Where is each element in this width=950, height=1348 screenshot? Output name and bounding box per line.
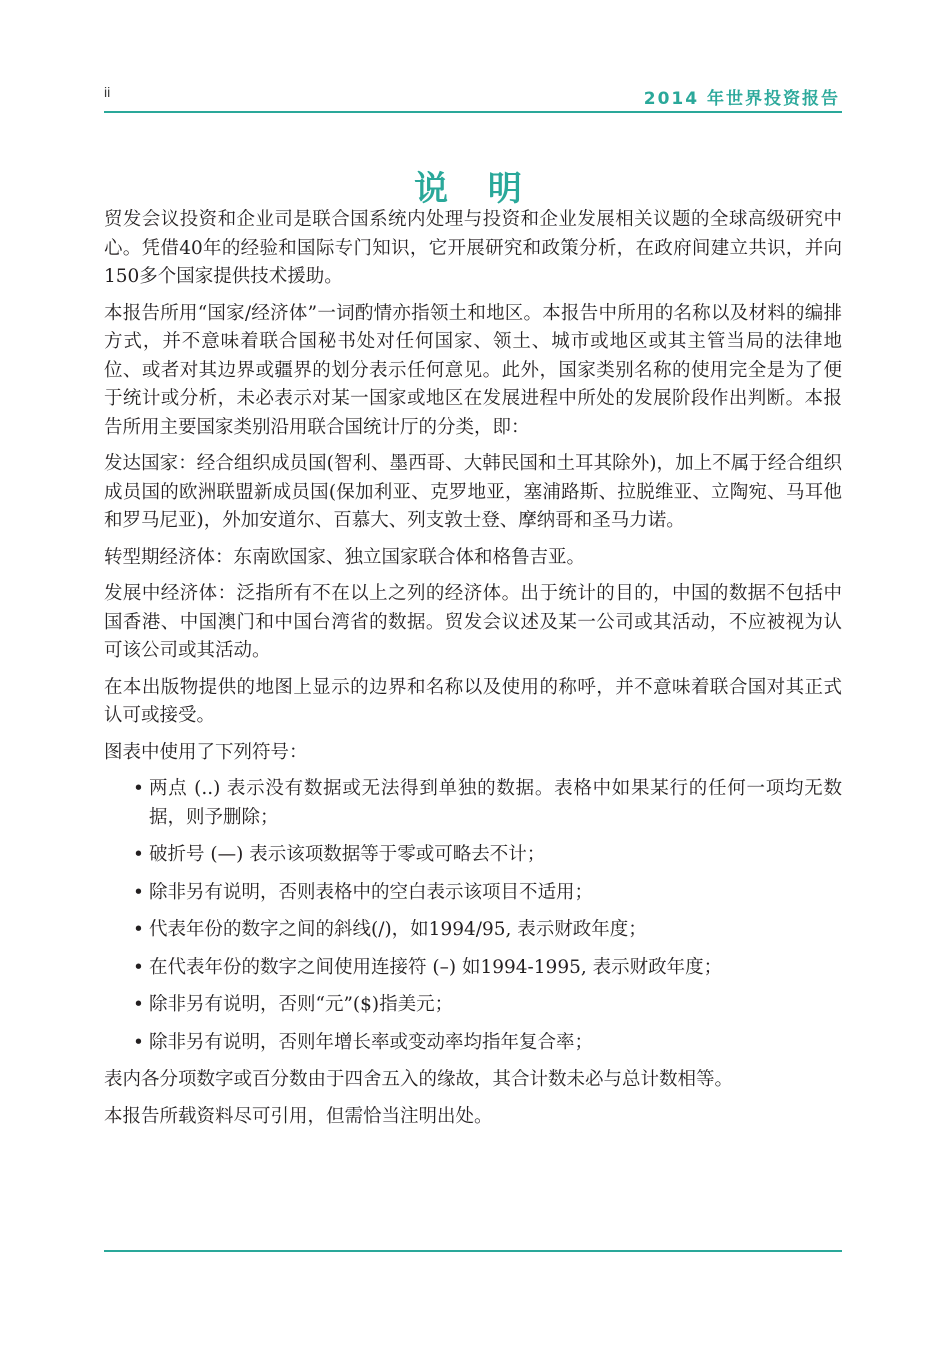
paragraph-developing: 发展中经济体：泛指所有不在以上之列的经济体。出于统计的目的，中国的数据不包括中国香港、中国澳门和中国台湾省的数据。贸发会议述及某一公司或其活动，不应被视为认可该公司或其活动。 xyxy=(104,583,842,661)
paragraph-transition: 转型期经济体：东南欧国家、独立国家联合体和格鲁吉亚。 xyxy=(104,546,586,568)
list-item: • 两点 (..) 表示没有数据或无法得到单独的数据。表格中如果某行的任何一项均无数据，则予删除； xyxy=(104,775,842,832)
paragraph-maps: 在本出版物提供的地图上显示的边界和名称以及使用的称呼，并不意味着联合国对其正式认可或接受。 xyxy=(104,676,842,726)
list-item: • 在代表年份的数字之间使用连接符 (–) 如1994-1995, 表示财政年度； xyxy=(104,954,842,983)
running-title: 2014 年世界投资报告 xyxy=(643,89,840,109)
paragraph-intro: 贸发会议投资和企业司是联合国系统内处理与投资和企业发展相关议题的全球高级研究中心。凭借40年的经验和国际专门知识，它开展研究和政策分析，在政府间建立共识，并向150多个国家提供技术援助。 xyxy=(104,209,842,287)
symbol-list xyxy=(104,775,842,1057)
paragraph-rounding: 表内各分项数字或百分数由于四舍五入的缘故，其合计数未必与总计数相等。 xyxy=(104,1069,734,1090)
footer-rule xyxy=(104,1250,842,1252)
paragraph-terminology: 本报告所用“国家/经济体”一词酌情亦指领土和地区。本报告中所用的名称以及材料的编排方式，并不意味着联合国秘书处对任何国家、领土、城市或地区或其主管当局的法律地位、或者对其边界或疆界的划分表示任何意见。此外，国家类别名称的使用完全是为了便于统计或分析，未必表示对某一国家或地区在发展进程中所处的发展阶段作出判断。本报告所用主要国家类别沿用联合国统计厅的分类，即： xyxy=(104,302,842,438)
paragraph-developed: 发达国家：经合组织成员国(智利、墨西哥、大韩民国和土耳其除外)，加上不属于经合组织成员国的欧洲联盟新成员国(保加利亚、克罗地亚，塞浦路斯、拉脱维亚、立陶宛、马耳他和罗马尼亚)，外加安道尔、百慕大、列支敦士登、摩纳哥和圣马力诺。 xyxy=(104,453,842,531)
list-item: • 除非另有说明，否则表格中的空白表示该项目不适用； xyxy=(104,879,842,908)
list-item: • 破折号 (—) 表示该项数据等于零或可略去不计； xyxy=(104,841,842,870)
list-item: • 除非另有说明，否则年增长率或变动率均指年复合率； xyxy=(104,1029,842,1058)
header-rule xyxy=(104,111,842,113)
list-item: • 除非另有说明，否则“元”($)指美元； xyxy=(104,991,842,1020)
paragraph-citation: 本报告所载资料尽可引用，但需恰当注明出处。 xyxy=(104,1105,493,1127)
page-number: ii xyxy=(104,84,111,100)
page-title: 说 明 xyxy=(414,169,536,209)
list-item: • 代表年份的数字之间的斜线(/)，如1994/95, 表示财政年度； xyxy=(104,916,842,945)
paragraph-symbols: 图表中使用了下列符号： xyxy=(104,741,308,763)
content-body xyxy=(104,206,842,1139)
